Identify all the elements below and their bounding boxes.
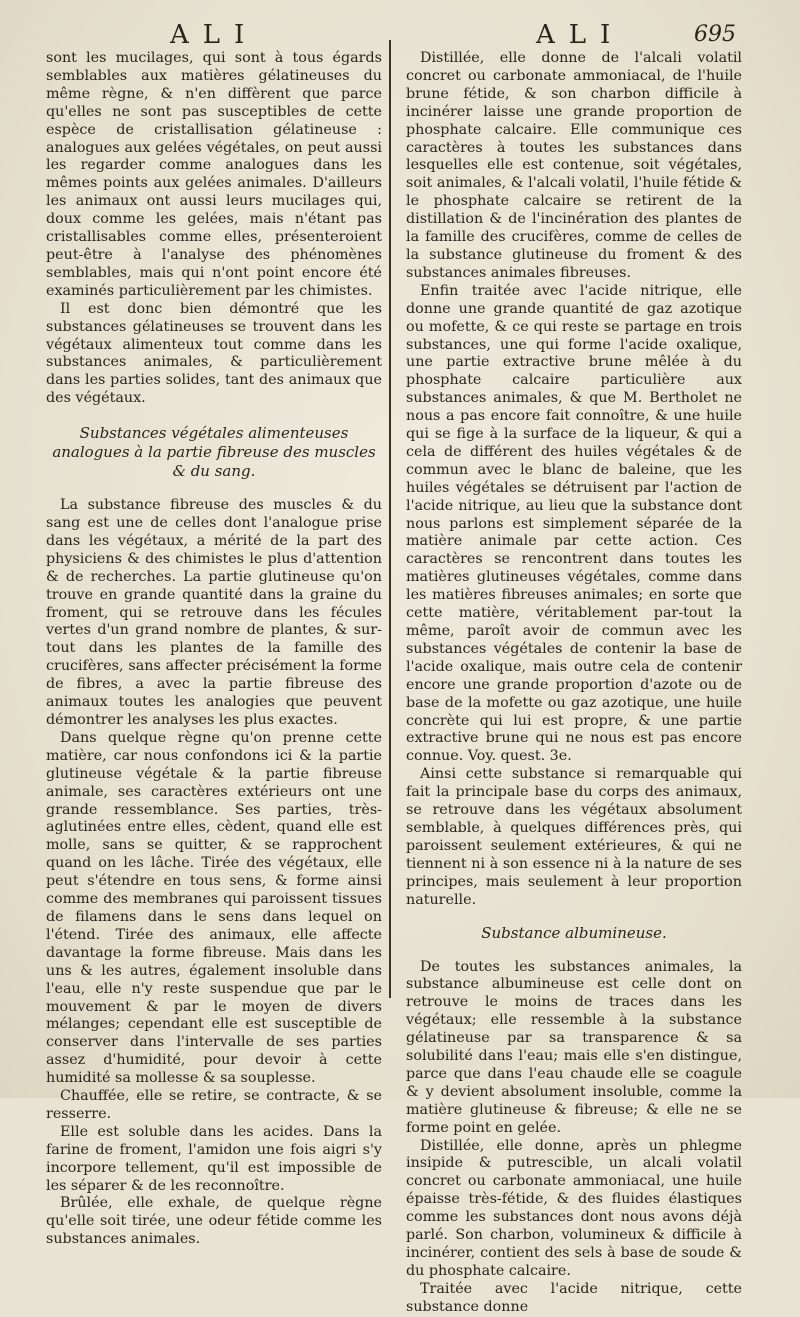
section-heading: Substance albumineuse. xyxy=(481,923,667,942)
paragraph: La substance fibreuse des muscles & du sang est une de celles dont l'analogue prise dans les végétaux, a mérité de la part des physiciens & des chimistes le plus d'attention & de recherches. La partie glutineuse qu'on trouve en grande quantité dans la graine du froment, qui se retrouve dans les fécules vertes d'un grand nombre de plantes, & sur-tout dans les plantes de la famille des crucifères, sans affecter précisément la forme de fibres, a avec la partie fibreuse des animaux toutes les analogies que peuvent démontrer les analyses les plus exactes. xyxy=(46,497,382,728)
paragraph: Chauffée, elle se retire, se contracte, & se resserre. xyxy=(46,1088,382,1122)
right-column xyxy=(406,50,742,1317)
paragraph: Traitée avec l'acide nitrique, cette substance donne xyxy=(406,1280,742,1315)
paragraph: sont les mucilages, qui sont à tous égards semblables aux matières gélatineuses du même règne, & n'en diffèrent que parce qu'elles ne sont pas susceptibles de cette espèce de cristallisation gélatineuse : analogues aux gelées végétales, on peut aussi les regarder comme analogues dans les mêmes points aux gelées animales. D'ailleurs les animaux ont aussi leurs mucilages qui, doux comme les gelées, mais n'étant pas cristallisables comme elles, présenteroient peut-être à l'analyse des phénomènes semblables, mais qui n'ont point encore été examinés particulièrement par les chimistes. xyxy=(46,50,382,299)
running-head-right: ALI xyxy=(536,20,625,50)
paragraph: Brûlée, elle exhale, de quelque règne qu'elle soit tirée, une odeur fétide comme les substances animales. xyxy=(46,1195,382,1248)
paragraph: Distillée, elle donne, après un phlegme insipide & putrescible, un alcali volatil concret ou carbonate ammoniacal, une huile épaisse très-fétide, & des fluides élastiques comme les substances dont nous avons déjà parlé. Son charbon, volumineux & difficile à incinérer, contient des sels à base de soude & du phosphate calcaire. xyxy=(406,1137,742,1279)
page-number: 695 xyxy=(694,22,736,47)
paragraph: Distillée, elle donne de l'alcali volatil concret ou carbonate ammoniacal, de l'huile brune fétide, & son charbon difficile à incinérer laisse une grande proportion de phosphate calcaire. Elle communique ces caractères à toutes les substances dans lesquelles elle est contenue, soit végétales, soit animales, & l'alcali volatil, l'huile fétide & le phosphate calcaire se retirent de la distillation & de l'incinération des plantes de la famille des crucifères, comme de celles de la substance glutineuse du froment & des substances animales fibreuses. xyxy=(406,50,742,281)
section-heading: Substances végétales alimenteuses analogues à la partie fibreuse des muscles & du sang. xyxy=(52,424,376,481)
page-header xyxy=(0,18,800,52)
paragraph: De toutes les substances animales, la substance albumineuse est celle dont on retrouve le moins de traces dans les végétaux; elle ressemble à la substance gélatineuse par sa transparence & sa solubilité dans l'eau; mais elle s'en distingue, parce que dans l'eau chaude elle se coagule & y devient absolument insoluble, comme la matière glutineuse & fibreuse; & elle ne se forme point en gelée. xyxy=(406,958,742,1136)
running-head-left: ALI xyxy=(170,20,259,50)
column-divider xyxy=(389,40,391,998)
paragraph: Enfin traitée avec l'acide nitrique, elle donne une grande quantité de gaz azotique ou mofette, & ce qui reste se partage en trois substances, une qui forme l'acide oxalique, une partie extractive brune mêlée à du phosphate calcaire particulière aux substances animales, & que M. Bertholet ne nous a pas encore fait connoître, & une huile qui se fige à la surface de la liqueur, & qui a cela de différent des huiles végétales & de commun avec le blanc de baleine, que les huiles végétales se détruisent par l'action de l'acide nitrique, au lieu que la substance dont nous parlons est simplement séparée de la matière animale par cette action. Ces caractères se rencontrent dans toutes les matières glutineuses végétales, comme dans les matières fibreuses animales; en sorte que cette matière, véritablement par-tout la même, paroît avoir de commun avec les substances végétales de contenir la base de l'acide oxalique, mais outre cela de contenir encore une grande proportion d'azote ou de base de la mofette ou gaz azotique, une huile concrète qui lui est propre, & une partie extractive brune qui ne nous est pas encore connue. Voy. quest. 3e. xyxy=(406,282,742,765)
paragraph: Dans quelque règne qu'on prenne cette matière, car nous confondons ici & la partie glutineuse végétale & la partie fibreuse animale, ses caractères extérieurs ont une grande ressemblance. Ses parties, très-aglutinées entre elles, cèdent, quand elle est molle, sans se quitter, & se rapprochent quand on les lâche. Tirée des végétaux, elle peut s'étendre en tous sens, & forme ainsi comme des membranes qui paroissent tissues de filamens dans le sens dans lequel on l'étend. Tirée des animaux, elle affecte davantage la forme fibreuse. Mais dans les uns & les autres, également insoluble dans l'eau, elle n'y reste suspendue que par le mouvement & par le moyen de divers mélanges; cependant elle est susceptible de conserver dans l'intervalle de ses parties assez d'humidité, pour devoir à cette humidité sa mollesse & sa souplesse. xyxy=(46,729,382,1087)
paragraph: Ainsi cette substance si remarquable qui fait la principale base du corps des animaux, se retrouve dans les végétaux absolument semblable, à quelques différences près, qui paroissent seulement extérieures, & qui ne tiennent ni à son essence ni à la nature de ses principes, mais seulement à leur proportion naturelle. xyxy=(406,766,742,908)
paragraph: Il est donc bien démontré que les substances gélatineuses se trouvent dans les végétaux alimenteux tout comme dans les substances animales, & particulièrement dans les parties solides, tant des animaux que des végétaux. xyxy=(46,300,382,407)
left-column xyxy=(46,50,382,1249)
paragraph: Elle est soluble dans les acides. Dans la farine de froment, l'amidon une fois aigri s'y incorpore tellement, qu'il est impossible de les séparer & de les reconnoître. xyxy=(46,1123,382,1194)
